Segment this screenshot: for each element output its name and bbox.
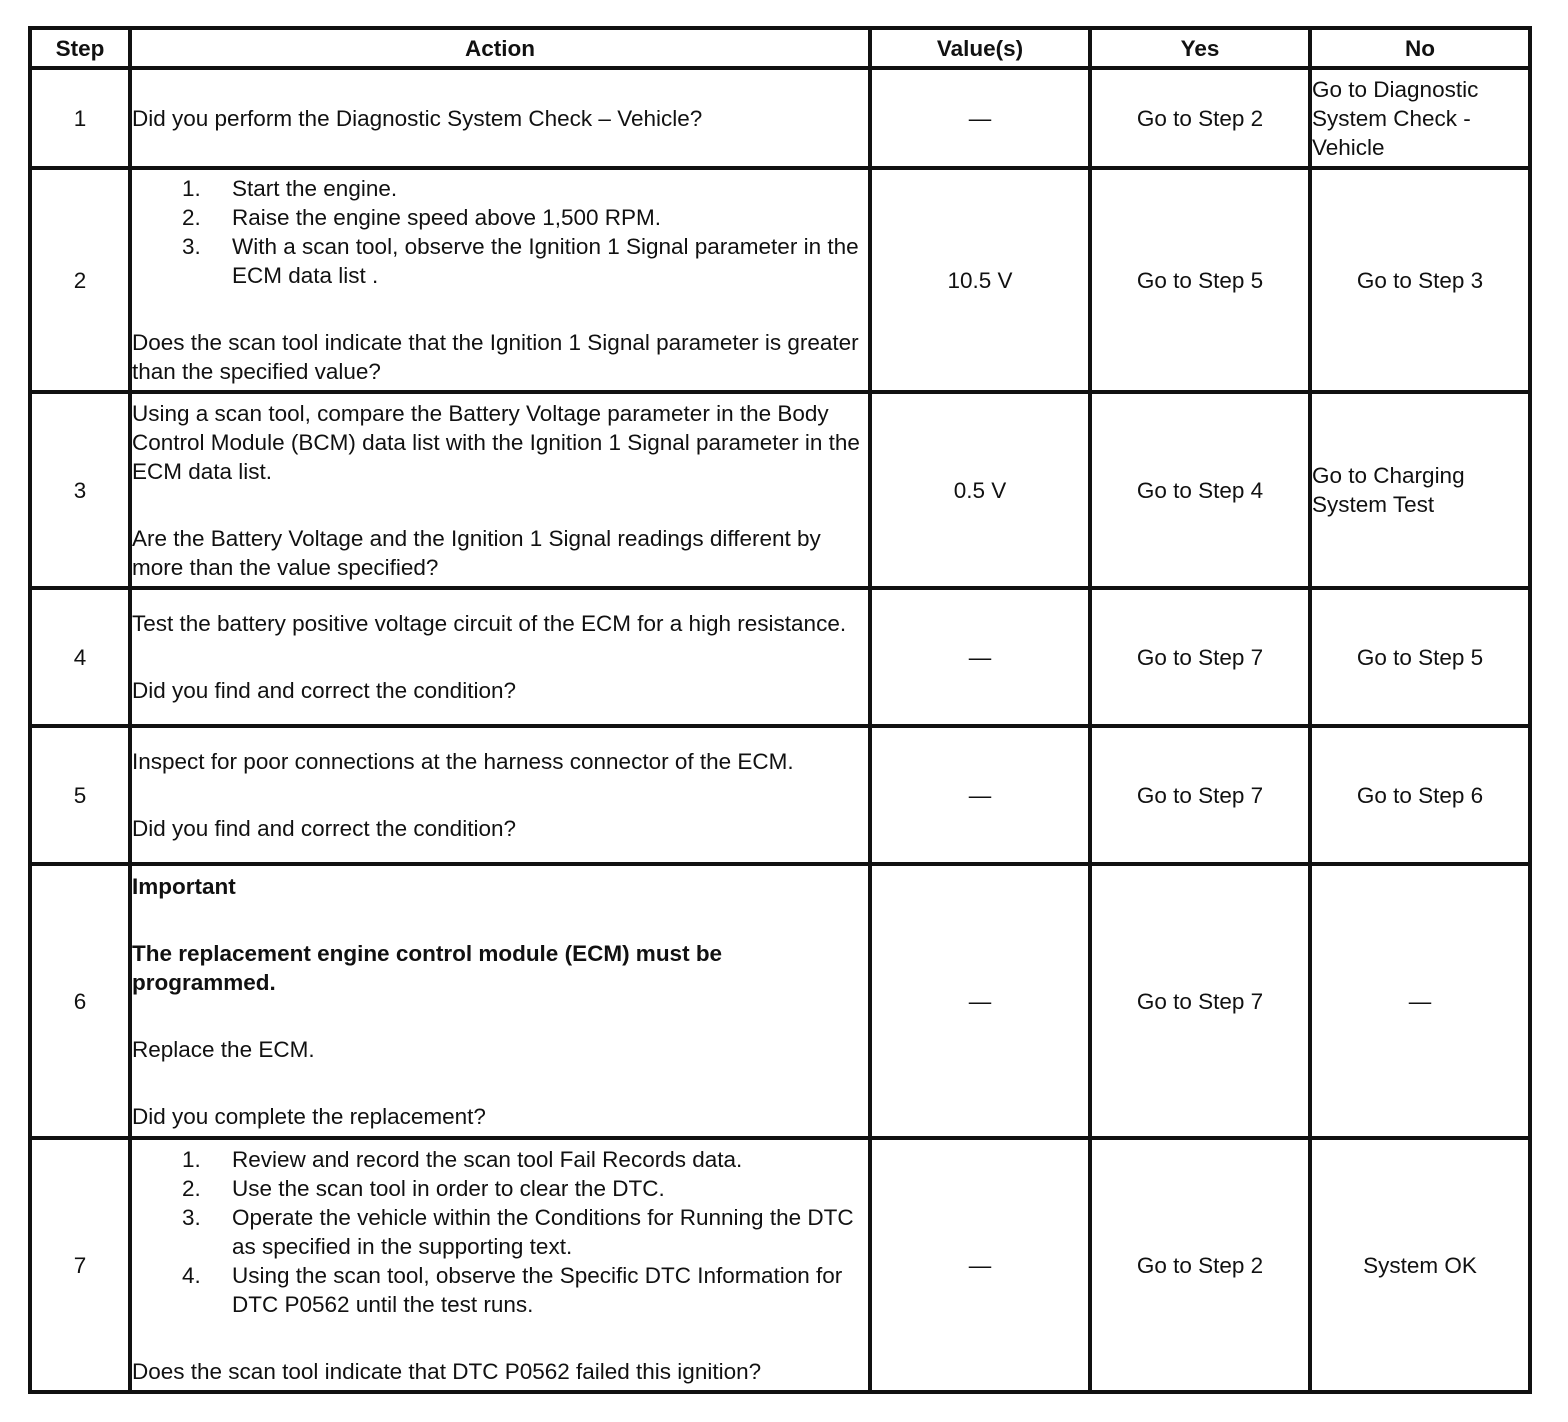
yes-cell: Go to Step 7 — [1090, 588, 1310, 726]
no-cell: Go to Charging System Test — [1310, 392, 1530, 588]
list-text: With a scan tool, observe the Ignition 1 Signal parameter in the ECM data list . — [232, 234, 859, 288]
action-text: Replace the ECM. — [132, 1036, 315, 1062]
list-number: 3. — [182, 1204, 201, 1230]
action-text: Did you perform the Diagnostic System Check – Vehicle? — [132, 105, 703, 131]
header-step: Step — [30, 28, 130, 68]
yes-cell: Go to Step 7 — [1090, 864, 1310, 1138]
yes-cell: Go to Step 2 — [1090, 1138, 1310, 1392]
action-cell — [130, 864, 870, 1138]
action-question: Did you find and correct the condition? — [132, 816, 516, 841]
step-number: 6 — [30, 864, 130, 1138]
header-action: Action — [130, 28, 870, 68]
action-cell — [130, 68, 870, 168]
list-text: Using the scan tool, observe the Specific DTC Information for DTC P0562 until the test runs. — [232, 1262, 843, 1317]
action-question: Does the scan tool indicate that DTC P0562 failed this ignition? — [132, 1358, 762, 1384]
table-row — [30, 168, 1530, 392]
list-item — [132, 1174, 868, 1203]
no-cell: Go to Step 6 — [1310, 726, 1530, 864]
important-text: The replacement engine control module (ECM) must be programmed. — [132, 940, 723, 995]
action-cell — [130, 392, 870, 588]
list-text: Operate the vehicle within the Conditions for Running the DTC as specified in the supporting text. — [232, 1204, 854, 1259]
header-yes: Yes — [1090, 28, 1310, 68]
header-row — [30, 28, 1530, 68]
value-cell: — — [870, 588, 1090, 726]
list-number: 2. — [182, 205, 201, 230]
list-text: Review and record the scan tool Fail Records data. — [232, 1146, 743, 1172]
no-cell: Go to Step 3 — [1310, 168, 1530, 392]
action-text: Inspect for poor connections at the harness connector of the ECM. — [132, 749, 794, 774]
table-row — [30, 1138, 1530, 1392]
action-text: Using a scan tool, compare the Battery Voltage parameter in the Body Control Module (BCM) data list with the Ignition 1 Signal parameter in the ECM data list. — [132, 400, 860, 484]
list-item — [132, 1261, 868, 1319]
list-number: 1. — [182, 176, 201, 201]
value-cell: 0.5 V — [870, 392, 1090, 588]
step-number: 3 — [30, 392, 130, 588]
action-cell — [130, 726, 870, 864]
action-question: Are the Battery Voltage and the Ignition 1 Signal readings different by more than the value specified? — [132, 525, 821, 580]
no-cell: — — [1310, 864, 1530, 1138]
list-text: Start the engine. — [232, 176, 398, 201]
list-item — [132, 232, 868, 290]
list-item — [132, 1145, 868, 1174]
no-cell: Go to Step 5 — [1310, 588, 1530, 726]
action-question: Did you complete the replacement? — [132, 1103, 486, 1129]
list-item — [132, 203, 868, 232]
action-question: Did you find and correct the condition? — [132, 678, 516, 703]
action-text: Test the battery positive voltage circuit of the ECM for a high resistance. — [132, 611, 847, 636]
header-no: No — [1310, 28, 1530, 68]
no-cell: System OK — [1310, 1138, 1530, 1392]
yes-cell: Go to Step 5 — [1090, 168, 1310, 392]
value-cell: — — [870, 864, 1090, 1138]
table-row — [30, 864, 1530, 1138]
list-number: 1. — [182, 1146, 201, 1172]
list-text: Use the scan tool in order to clear the DTC. — [232, 1175, 665, 1201]
list-number: 4. — [182, 1262, 201, 1288]
list-text: Raise the engine speed above 1,500 RPM. — [232, 205, 662, 230]
table-row — [30, 588, 1530, 726]
action-cell — [130, 168, 870, 392]
value-cell: — — [870, 1138, 1090, 1392]
diagnostic-table — [28, 26, 1532, 1394]
step-number: 2 — [30, 168, 130, 392]
list-item — [132, 1203, 868, 1261]
table-row — [30, 392, 1530, 588]
value-cell: 10.5 V — [870, 168, 1090, 392]
list-number: 2. — [182, 1175, 201, 1201]
procedure-list — [132, 174, 868, 290]
action-cell — [130, 1138, 870, 1392]
yes-cell: Go to Step 7 — [1090, 726, 1310, 864]
procedure-list — [132, 1145, 868, 1319]
action-question: Does the scan tool indicate that the Ignition 1 Signal parameter is greater than the specified value? — [132, 330, 859, 384]
yes-cell: Go to Step 4 — [1090, 392, 1310, 588]
step-number: 5 — [30, 726, 130, 864]
step-number: 4 — [30, 588, 130, 726]
table-row — [30, 68, 1530, 168]
list-number: 3. — [182, 234, 201, 259]
no-cell: Go to Diagnostic System Check - Vehicle — [1310, 68, 1530, 168]
yes-cell: Go to Step 2 — [1090, 68, 1310, 168]
list-item — [132, 174, 868, 203]
table-row — [30, 726, 1530, 864]
value-cell: — — [870, 68, 1090, 168]
important-label: Important — [132, 873, 236, 899]
step-number: 7 — [30, 1138, 130, 1392]
step-number: 1 — [30, 68, 130, 168]
header-value: Value(s) — [870, 28, 1090, 68]
value-cell: — — [870, 726, 1090, 864]
action-cell — [130, 588, 870, 726]
